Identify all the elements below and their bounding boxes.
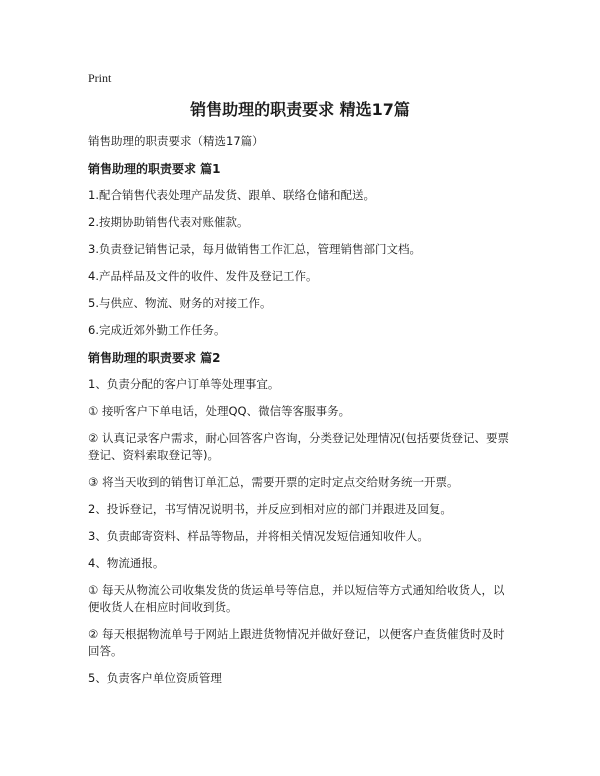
- list-item: 2.按期协助销售代表对账催款。: [88, 215, 249, 229]
- list-item: 1.配合销售代表处理产品发货、跟单、联络仓储和配送。: [88, 188, 375, 202]
- list-item: ③ 将当天收到的销售订单汇总，需要开票的定时定点交给财务统一开票。: [88, 475, 459, 489]
- list-item: ① 接听客户下单电话，处理QQ、微信等客服事务。: [88, 404, 351, 418]
- list-item: 4、物流通报。: [88, 556, 165, 570]
- section-1: [88, 160, 512, 339]
- document-title: 销售助理的职责要求 精选17篇: [190, 100, 410, 119]
- print-label[interactable]: Print: [88, 71, 112, 85]
- list-item: 5、负责客户单位资质管理: [88, 671, 222, 685]
- list-item: 3.负责登记销售记录，每月做销售工作汇总，管理销售部门文档。: [88, 242, 421, 256]
- section-2: [88, 349, 512, 687]
- section-heading: 销售助理的职责要求 篇2: [88, 351, 221, 365]
- list-item: 4.产品样品及文件的收件、发件及登记工作。: [88, 269, 318, 283]
- list-item: ① 每天从物流公司收集发货的货运单号等信息，并以短信等方式通知给收货人，以便收货人在相应时间收到货。: [88, 583, 505, 614]
- list-item: 2、投诉登记，书写情况说明书，并反应到相对应的部门并跟进及回复。: [88, 502, 452, 516]
- list-item: ② 认真记录客户需求，耐心回答客户咨询，分类登记处理情况(包括要货登记、要票登记、资料索取登记等)。: [88, 431, 509, 462]
- list-item: 5.与供应、物流、财务的对接工作。: [88, 296, 272, 310]
- document-subtitle: 销售助理的职责要求（精选17篇）: [88, 134, 264, 148]
- list-item: 1、负责分配的客户订单等处理事宜。: [88, 377, 280, 391]
- list-item: 3、负责邮寄资料、样品等物品，并将相关情况发短信通知收件人。: [88, 529, 429, 543]
- list-item: 6.完成近郊外勤工作任务。: [88, 323, 226, 337]
- section-heading: 销售助理的职责要求 篇1: [88, 162, 221, 176]
- list-item: ② 每天根据物流单号于网站上跟进货物情况并做好登记，以便客户查货催货时及时回答。: [88, 627, 505, 658]
